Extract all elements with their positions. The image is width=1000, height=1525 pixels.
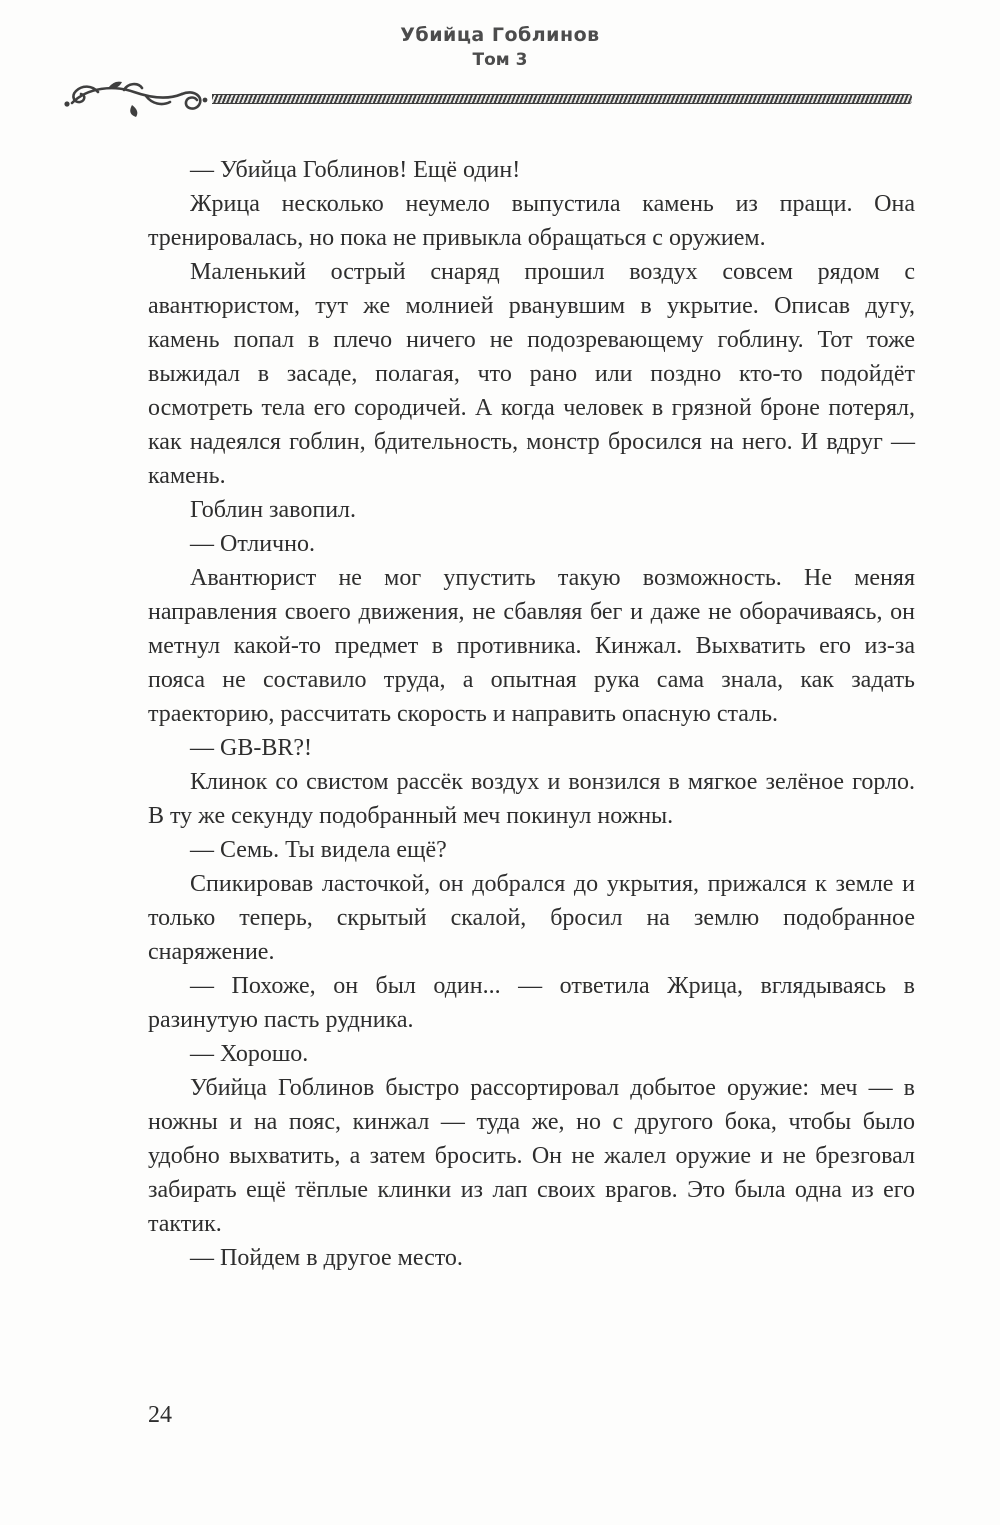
dialogue-line: — Пойдем в другое место. [190, 1245, 463, 1271]
paragraph: Спикировав ласточкой, он добрался до укрытия, прижался к земле и только теперь, скрытый скалой, бросил на землю подобранное снаряжение. [148, 871, 915, 965]
paragraph: Гоблин завопил. [190, 497, 357, 523]
paragraph: Маленький острый снаряд прошил воздух совсем рядом с авантюристом, тут же молнией рванувшим в укрытие. Описав дугу, камень попал в плечо ничего не подозревающему гоблину. Тот тоже выжидал в засаде, полагая, что рано или поздно кто-то подойдёт осмотреть тела его сородичей. А когда человек в грязной броне потерял, как надеялся гоблин, бдительность, монстр бросился на него. И вдруг — камень. [148, 259, 915, 489]
paragraph: Жрица несколько неумело выпустила камень из пращи. Она тренировалась, но пока не привыкла обращаться с оружием. [148, 191, 915, 251]
dialogue-line: — Похоже, он был один... — ответила Жрица, вглядываясь в разинутую пасть рудника. [148, 973, 915, 1033]
dialogue-line: — Хорошо. [190, 1041, 309, 1067]
paragraph: Убийца Гоблинов быстро рассортировал добытое оружие: меч — в ножны и на пояс, кинжал — туда же, но с другого бока, чтобы было удобно выхватить, а затем бросить. Он не жалел оружие и не брезговал забирать ещё тёплые клинки из лап своих врагов. Это была одна из его тактик. [148, 1075, 915, 1237]
running-head [0, 0, 1000, 71]
dialogue-line: — GB-BR?! [190, 735, 312, 761]
ornament-flourish-icon [62, 79, 210, 119]
dialogue-line: — Убийца Гоблинов! Ещё один! [190, 157, 521, 183]
header-ornament [62, 79, 912, 119]
ornament-rule [212, 94, 912, 104]
paragraph: Авантюрист не мог упустить такую возможность. Не меняя направления своего движения, не сбавляя бег и даже не оборачиваясь, он метнул какой-то предмет в противника. Кинжал. Выхватить его из-за пояса не составило труда, а опытная рука сама знала, как задать траекторию, рассчитать скорость и направить опасную сталь. [148, 565, 915, 727]
page-number: 24 [148, 1402, 172, 1428]
body-text [148, 153, 915, 1275]
volume-label: Том 3 [472, 49, 528, 70]
paragraph: Клинок со свистом рассёк воздух и вонзился в мягкое зелёное горло. В ту же секунду подобранный меч покинул ножны. [148, 769, 915, 829]
book-title: Убийца Гоблинов [400, 24, 600, 46]
dialogue-line: — Отлично. [190, 531, 315, 557]
dialogue-line: — Семь. Ты видела ещё? [190, 837, 447, 863]
